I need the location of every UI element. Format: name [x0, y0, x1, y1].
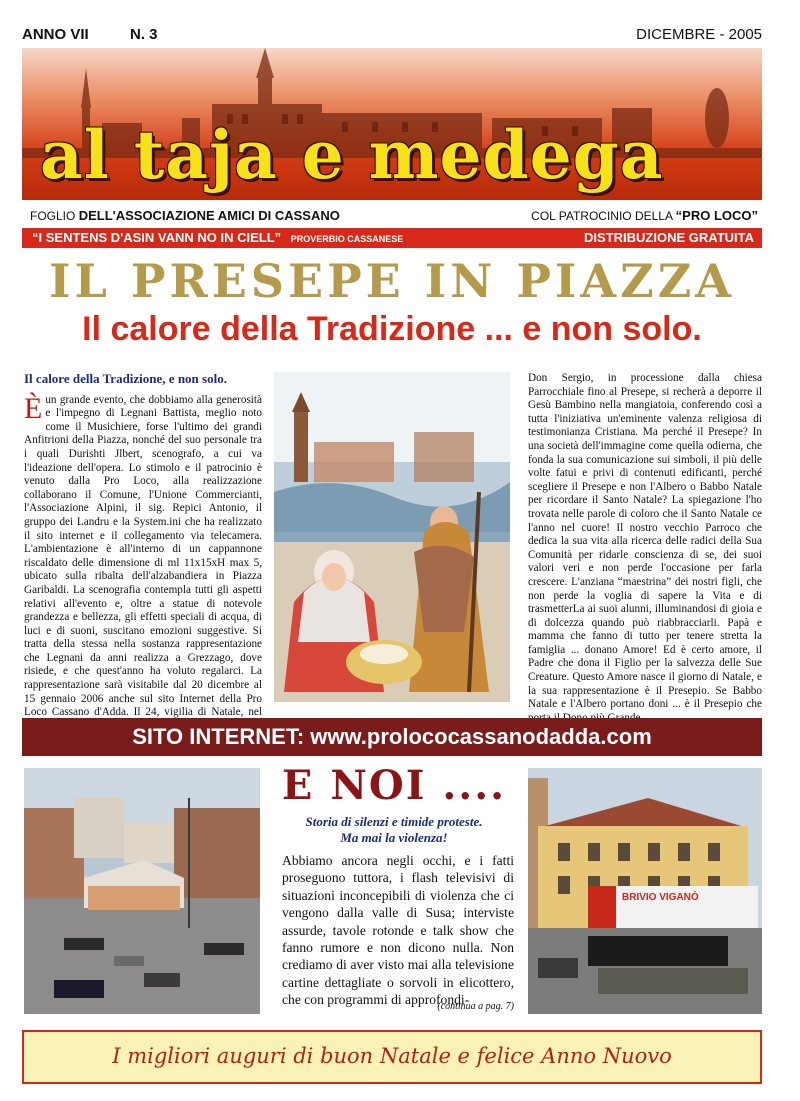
- lead-column-title: Il calore della Tradizione, e non solo.: [24, 371, 227, 386]
- newspaper-title: al taja e medega: [40, 116, 664, 194]
- lead-column-right: [528, 372, 762, 745]
- motto: [32, 230, 403, 245]
- patronage-name: “PRO LOCO”: [675, 208, 758, 223]
- truck-brand-2: VIGANÒ: [659, 892, 699, 903]
- second-subhead-line-2: Ma mai la violenza!: [340, 830, 448, 845]
- motto-note: PROVERBIO CASSANESE: [290, 234, 404, 244]
- lead-body-left: [24, 391, 262, 734]
- distribution-note: DISTRIBUZIONE GRATUITA: [584, 230, 754, 245]
- sheet-prefix: FOGLIO: [30, 209, 76, 223]
- lead-text-left: un grande evento, che dobbiamo alla generosità e l'impegno di Legnani Battista, meglio noto come il Musichiere, forse l'ultimo dei grandi Anfitrioni della Piazza, nonché del suo personale tra i quali Durishti Jlbert, scenografo, a cui va l'ideazione dell'opera. Lo stimolo e il patrocinio è venuto dalla Pro Loco, alla realizzazione collaborano il Comune, l'Unione Commercianti, l'Associazione Alpini, il sig. Repici Antonio, il gruppo dei Landru e la System.ini che ha realizzato il sito internet e il collegamento via telecamera. L'ambientazione è all'interno di un cappannone riscaldato delle dimensione di ml 11x15xH max 5, ubicato sulla ribalta dell'alzabandiera in Piazza Garibaldi. La scenografia contempla tutti gli aspetti relativi all'evento e, oltre a statue di notevole grandezza e bellezza, gli effetti speciali di acqua, di luci e di suoni, suscitano emozioni suggestive. Si tratta della stessa nella sostanza rappresentazione che Legnani da anni realizza a Grezzago, dove risiede, e che quest'anno ha voluto regalarci. La rappresentazione sarà visitabile dal 20 dicembre al 15 gennaio 2006 anche sul sito Internet della Pro Loco Cassano d'Adda. Il 24, vigilia di Natale, nel: [24, 393, 262, 719]
- association-line: [30, 208, 340, 223]
- second-headline: E NOI ....: [281, 762, 507, 809]
- lead-text-right: Don Sergio, in processione dalla chiesa Parrocchiale fino al Presepe, si recherà a deporre il Gesù Bambino nella mangiatoia, conferendo così a tutta l'iniziativa un'eminente valenza religiosa di testimonianza Cristiana. Ma perché il Presepe? In una società dell'immagine come quella odierna, che fonda la sua comunicazione sui simboli, il più delle volte fatui e privi di contenuti edificanti, perché scegliere il Presepe e non l'Albero o Babbo Natale per ricordare il Santo Natale? La spiegazione l'ho trovata nelle parole di coloro che il Santo Natale ce l'anno nel cuore! Il nostro vecchio Parroco che dedica la sua vita alla ricerca delle radici della Sua Comunità per ridarle conscienza di se, dei suoi valori veri e non perde l'occasione per farla crescere. L'anziana “maestrina” dei nostri figli, che non perde la voglia di sapere la Vita e di trasmetterLa ai suoi alunni, illuminandosi di gioia e di dolcezza quando può riabbracciarli. Papà e mamma che fanno di tutto per tenere stretta la famiglia ... donano Amore! Ed è certo amore, il Padre che dona il Figlio per la salvezza delle Sue Creature. Questo Amore nasce il giorno di Natale, e la sua rappresentazione è il Presepio. Se Babbo Natale e l'Albero portano doni ... è il Presepio che: [528, 372, 762, 711]
- motto-bar: [22, 228, 762, 248]
- nativity-painting: [274, 372, 510, 702]
- nativity-illustration: [274, 372, 510, 702]
- motto-text: “I SENTENS D'ASIN VANN NO IN CIELL”: [32, 230, 282, 245]
- lead-headline: IL PRESEPE IN PIAZZA: [49, 254, 735, 308]
- issue-bar: [22, 26, 762, 48]
- issue-number: N. 3: [130, 26, 158, 43]
- piazza-aerial-image: [24, 768, 260, 1014]
- patronage-line: [531, 208, 758, 223]
- website-banner: SITO INTERNET: www.prolococassanodadda.com: [22, 718, 762, 756]
- second-subhead: [268, 814, 520, 846]
- patronage-prefix: COL PATROCINIO DELLA: [531, 209, 673, 223]
- masthead: [22, 48, 762, 200]
- issue-year: ANNO VII: [22, 26, 89, 43]
- masthead-subline: [22, 206, 762, 226]
- christmas-greeting-box: [22, 1030, 762, 1084]
- issue-date: DICEMBRE - 2005: [636, 26, 762, 43]
- truck-brand: [622, 892, 699, 903]
- building-photo: [528, 768, 762, 1014]
- continued-note: (continua a pag. 7): [437, 1001, 514, 1012]
- second-subhead-line-1: Storia di silenzi e timide proteste.: [305, 814, 483, 829]
- lead-subhead: Il calore della Tradizione ... e non solo.: [82, 310, 702, 348]
- second-article-text: Abbiamo ancora negli occhi, e i fatti proseguono tuttora, i flash televisivi di situazioni inconcepibili di violenza che ci vengono dalla valle di Susa; interviste assurde, tavole rotonde e talk show che fanno rumore e non dicono nulla. Non crediamo di aver visto mai alla televisione cartine dettagliate o sorvoli in elicottero, che con programmi di approfondi-: [282, 853, 514, 1008]
- lead-column-left: [24, 372, 262, 733]
- christmas-greeting: I migliori auguri di buon Natale e felice Anno Nuovo: [112, 1044, 672, 1068]
- drop-cap: È: [24, 391, 43, 425]
- association-name: DELL'ASSOCIAZIONE AMICI DI CASSANO: [78, 208, 340, 223]
- building-street-image: [528, 768, 762, 1014]
- truck-brand-1: BRIVIO: [622, 892, 657, 903]
- piazza-photo: [24, 768, 260, 1014]
